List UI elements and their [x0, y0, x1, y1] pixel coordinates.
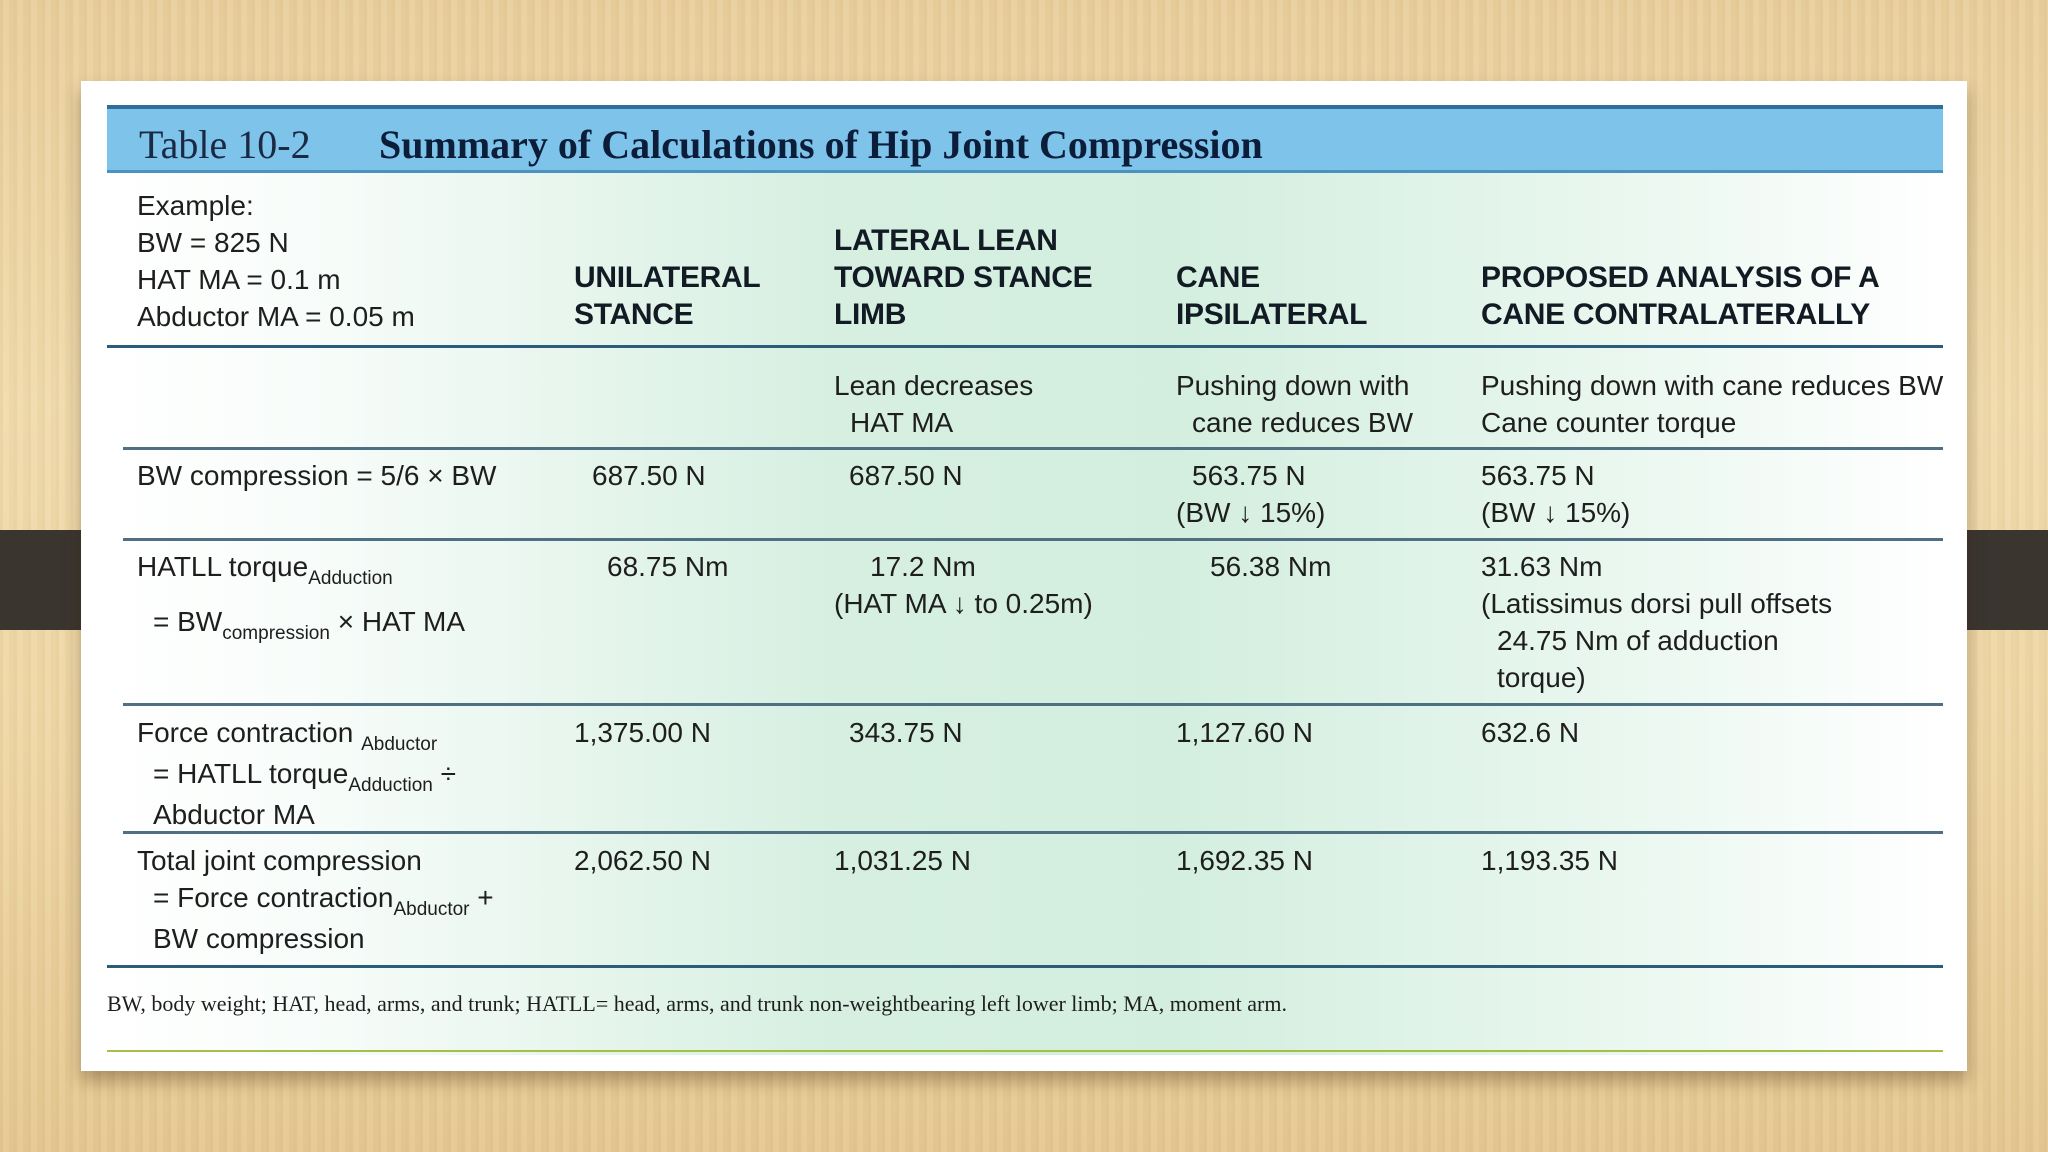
bw-lateral-lean: 687.50 N [849, 460, 963, 491]
calculation-table [107, 105, 1943, 1055]
table-header [107, 173, 1943, 348]
force-cane-ipsilateral: 1,127.60 N [1176, 717, 1313, 748]
torque-lateral-lean: 17.2 Nm (HAT MA ↓ to 0.25m) [834, 551, 1093, 619]
force-lateral-lean: 343.75 N [849, 717, 963, 748]
bw-unilateral: 687.50 N [592, 460, 706, 491]
example-bw: BW = 825 N [137, 227, 289, 258]
row-divider [123, 831, 1943, 834]
table-title-bar [107, 105, 1943, 173]
table-footnote: BW, body weight; HAT, head, arms, and trunk; HATLL= head, arms, and trunk non-weightbearing left lower limb; MA, moment arm. [107, 991, 1287, 1016]
col-header-cane-ipsilateral: CANE IPSILATERAL [1176, 261, 1368, 331]
slide [81, 81, 1967, 1071]
row-divider [123, 447, 1943, 450]
col-header-cane-contralateral: PROPOSED ANALYSIS OF A CANE CONTRALATERALLY [1481, 261, 1880, 331]
example-values [137, 187, 415, 335]
example-label: Example: [137, 190, 254, 221]
footnote-rule [107, 1050, 1943, 1052]
torque-cane-contralateral: 31.63 Nm (Latissimus dorsi pull offsets 24.75 Nm of adduction torque) [1481, 551, 1833, 693]
row-label-bw-compression: BW compression = 5/6 × BW [137, 460, 497, 491]
row-label-hatll-torque: HATLL torque$_{Adduction}$ = $BW_{compression}$ × HAT MA [137, 551, 466, 644]
note-contralateral: Pushing down with cane reduces BW Cane counter torque [1481, 370, 1944, 438]
col-header-lateral-lean: LATERAL LEAN TOWARD STANCE LIMB [834, 224, 1093, 331]
row-label-total-compression: Total joint compression = Force contraction$_{Abductor}$ + BW compression [137, 845, 494, 954]
force-unilateral: 1,375.00 N [574, 717, 711, 748]
example-abductor-ma: Abductor MA = 0.05 m [137, 301, 415, 332]
down-arrow-icon: ↓ [952, 588, 967, 619]
table-number: Table 10-2 [139, 122, 311, 167]
note-ipsilateral: Pushing down with cane reduces BW [1176, 370, 1413, 438]
force-cane-contralateral: 632.6 N [1481, 717, 1580, 748]
down-arrow-icon: ↓ [1543, 497, 1558, 528]
bw-cane-contralateral: 563.75 N (BW ↓ 15%) [1481, 460, 1631, 528]
example-hat-ma: HAT MA = 0.1 m [137, 264, 341, 295]
col-header-unilateral: UNILATERAL STANCE [574, 261, 761, 331]
torque-unilateral: 68.75 Nm [607, 551, 729, 582]
total-unilateral: 2,062.50 N [574, 845, 711, 876]
torque-cane-ipsilateral: 56.38 Nm [1210, 551, 1332, 582]
total-cane-contralateral: 1,193.35 N [1481, 845, 1618, 876]
note-lean: Lean decreases HAT MA [834, 370, 1034, 438]
bw-cane-ipsilateral: 563.75 N (BW ↓ 15%) [1176, 460, 1326, 528]
total-lateral-lean: 1,031.25 N [834, 845, 971, 876]
table-bottom-rule [107, 965, 1943, 968]
row-label-force-contraction: Force contraction $_{Abductor}$ = HATLL torque$_{Adduction}$ ÷ Abductor MA [137, 717, 457, 830]
table-title: Summary of Calculations of Hip Joint Compression [379, 122, 1263, 167]
row-divider [123, 538, 1943, 541]
down-arrow-icon: ↓ [1238, 497, 1253, 528]
total-cane-ipsilateral: 1,692.35 N [1176, 845, 1313, 876]
row-divider [123, 703, 1943, 706]
